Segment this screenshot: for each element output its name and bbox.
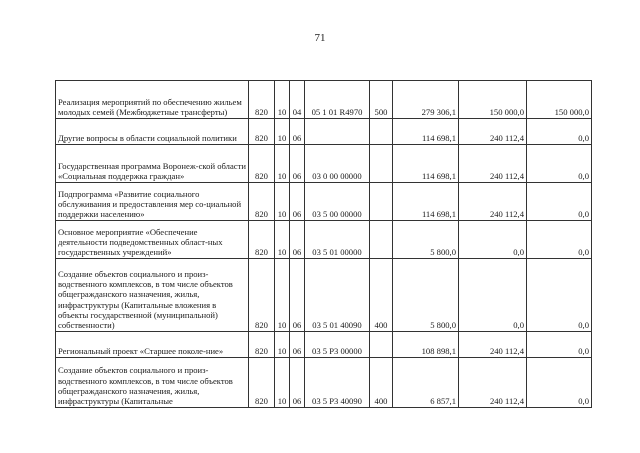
subsection-code: 06: [290, 183, 305, 221]
table-row: [56, 183, 592, 221]
amount-year-1: 5 800,0: [393, 221, 459, 259]
amount-year-1: 108 898,1: [393, 332, 459, 358]
section-code: 10: [275, 221, 290, 259]
table-row: [56, 221, 592, 259]
amount-year-3: 0,0: [527, 183, 592, 221]
row-name: Государственная программа Воронеж-ской области «Социальная поддержка граждан»: [56, 145, 249, 183]
amount-year-3: 0,0: [527, 145, 592, 183]
section-code: 10: [275, 332, 290, 358]
amount-year-3: 0,0: [527, 119, 592, 145]
table-row: [56, 145, 592, 183]
row-name: Создание объектов социального и произ-водственного комплексов, в том числе объектов общегражданского назначения, жилья, инфраструктуры (Капитальные: [56, 358, 249, 408]
expense-type-code: [370, 145, 393, 183]
amount-year-3: 150 000,0: [527, 81, 592, 119]
expense-type-code: [370, 119, 393, 145]
grbs-code: 820: [249, 145, 275, 183]
table-row: [56, 332, 592, 358]
section-code: 10: [275, 358, 290, 408]
table-row: [56, 119, 592, 145]
amount-year-1: 114 698,1: [393, 145, 459, 183]
target-article-code: [305, 119, 370, 145]
amount-year-1: 114 698,1: [393, 119, 459, 145]
page-number: 71: [314, 32, 326, 44]
section-code: 10: [275, 119, 290, 145]
table-row: [56, 259, 592, 332]
section-code: 10: [275, 259, 290, 332]
target-article-code: 03 5 00 00000: [305, 183, 370, 221]
subsection-code: 06: [290, 221, 305, 259]
amount-year-1: 6 857,1: [393, 358, 459, 408]
grbs-code: 820: [249, 358, 275, 408]
table-row: [56, 81, 592, 119]
amount-year-1: 114 698,1: [393, 183, 459, 221]
expense-type-code: [370, 183, 393, 221]
amount-year-2: 240 112,4: [459, 145, 527, 183]
amount-year-3: 0,0: [527, 358, 592, 408]
amount-year-2: 240 112,4: [459, 332, 527, 358]
row-name: Региональный проект «Старшее поколе-ние»: [56, 332, 249, 358]
expense-type-code: 500: [370, 81, 393, 119]
amount-year-2: 0,0: [459, 221, 527, 259]
grbs-code: 820: [249, 259, 275, 332]
grbs-code: 820: [249, 332, 275, 358]
section-code: 10: [275, 183, 290, 221]
grbs-code: 820: [249, 81, 275, 119]
row-name: Реализация мероприятий по обеспечению жильем молодых семей (Межбюджетные трансферты): [56, 81, 249, 119]
subsection-code: 06: [290, 259, 305, 332]
subsection-code: 06: [290, 119, 305, 145]
row-name: Создание объектов социального и произ-водственного комплексов, в том числе объектов общегражданского назначения, жилья, инфраструктуры (Капитальные вложения в объекты государственной (муниципальной) собственности): [56, 259, 249, 332]
amount-year-2: 240 112,4: [459, 183, 527, 221]
amount-year-2: 240 112,4: [459, 358, 527, 408]
budget-table: [55, 80, 592, 408]
grbs-code: 820: [249, 119, 275, 145]
target-article-code: 03 5 P3 00000: [305, 332, 370, 358]
amount-year-3: 0,0: [527, 332, 592, 358]
target-article-code: 03 5 P3 40090: [305, 358, 370, 408]
row-name: Другие вопросы в области социальной политики: [56, 119, 249, 145]
amount-year-2: 150 000,0: [459, 81, 527, 119]
amount-year-3: 0,0: [527, 259, 592, 332]
grbs-code: 820: [249, 221, 275, 259]
amount-year-2: 0,0: [459, 259, 527, 332]
target-article-code: 03 0 00 00000: [305, 145, 370, 183]
subsection-code: 06: [290, 332, 305, 358]
amount-year-3: 0,0: [527, 221, 592, 259]
amount-year-2: 240 112,4: [459, 119, 527, 145]
table-row: [56, 358, 592, 408]
grbs-code: 820: [249, 183, 275, 221]
amount-year-1: 279 306,1: [393, 81, 459, 119]
subsection-code: 04: [290, 81, 305, 119]
expense-type-code: [370, 332, 393, 358]
row-name: Основное мероприятие «Обеспечение деятельности подведомственных област-ных государственных учреждений»: [56, 221, 249, 259]
target-article-code: 03 5 01 00000: [305, 221, 370, 259]
subsection-code: 06: [290, 145, 305, 183]
amount-year-1: 5 800,0: [393, 259, 459, 332]
expense-type-code: [370, 221, 393, 259]
target-article-code: 03 5 01 40090: [305, 259, 370, 332]
target-article-code: 05 1 01 R4970: [305, 81, 370, 119]
row-name: Подпрограмма «Развитие социального обслуживания и предоставления мер со-циальной поддержки населению»: [56, 183, 249, 221]
subsection-code: 06: [290, 358, 305, 408]
section-code: 10: [275, 81, 290, 119]
expense-type-code: 400: [370, 259, 393, 332]
expense-type-code: 400: [370, 358, 393, 408]
section-code: 10: [275, 145, 290, 183]
